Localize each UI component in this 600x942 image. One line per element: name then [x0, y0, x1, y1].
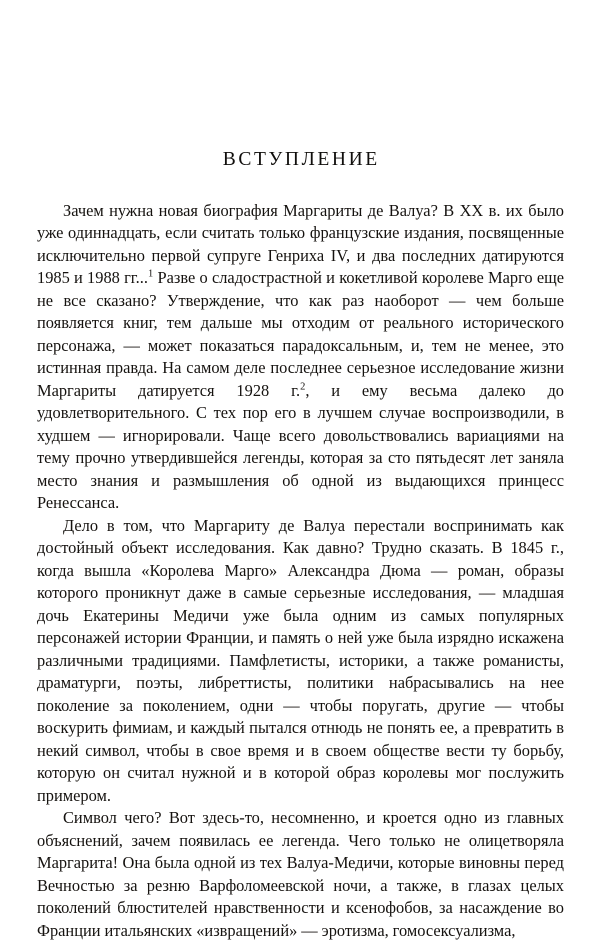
paragraph-1 — [37, 200, 564, 515]
footnote-marker-2[interactable]: 2 — [300, 381, 306, 393]
paragraph-3: Символ чего? Вот здесь-то, несомненно, и кроется одно из главных объяснений, зачем появилась ее легенда. Чего только не олицетворяла Маргарита! Она была одной из тех Валуа-Медичи, которые виновны перед Вечностью за резню Варфоломеевской ночи, а также, в глазах целых поколений блюстителей нравственности и ксенофобов, за насаждение во Франции итальянских «извращений» — эротизма, гомосексуализма, — [37, 808, 564, 940]
body-text-column — [37, 200, 564, 942]
paragraph-2: Дело в том, что Маргариту де Валуа перестали воспринимать как достойный объект исследования. Как давно? Трудно сказать. В 1845 г., когда вышла «Королева Марго» Александра Дюма — роман, образы которого проникнут даже в самые серьезные исследования, — младшая дочь Екатерины Медичи уже была одним из самых популярных персонажей истории Франции, и память о ней уже была изрядно искажена различными традициями. Памфлетисты, историки, а также романисты, драматурги, поэты, либреттисты, политики набрасывались на нее поколение за поколением, одни — чтобы поругать, другие — чтобы воскурить фимиам, и каждый пытался отнюдь не понять ее, а превратить в некий символ, чтобы в свое время и в своем обществе вести ту борьбу, которую он считал нужной и в которой образ королевы мог послужить примером. — [37, 515, 564, 805]
footnote-marker-1[interactable]: 1 — [147, 268, 154, 280]
paragraph-1-text-part-3: , и ему весьма далеко до удовлетворительного. С тех пор его в лучшем случае воспроизводили, в худшем — игнорировали. Чаще всего довольствовались вариациями на тему прочно утвердившейся легенды, которая за сто пятьдесят лет заняла место знания и размышления об одной из выдающихся принцесс Ренессанса. — [37, 380, 565, 513]
paragraph-1-text-part-2: Разве о сладострастной и кокетливой королеве Марго еще не все сказано? Утверждение, что как раз наоборот — чем больше появляется книг, тем дальше мы отходим от реального исторического персонажа, — может показаться парадоксальным, и, тем не менее, это истинная правда. На самом деле последнее серьезное исследование жизни Маргариты датируется 1928 г. — [37, 268, 564, 400]
page-title: ВСТУПЛЕНИЕ — [222, 149, 380, 170]
paragraph-1-text-part-1: Зачем нужна новая биография Маргариты де Валуа? В XX в. их было уже одиннадцать, если считать только французские издания, посвященные исключительно первой супруге Генриха IV, и два последних датируются 1985 и 1988 гг... — [37, 201, 564, 288]
